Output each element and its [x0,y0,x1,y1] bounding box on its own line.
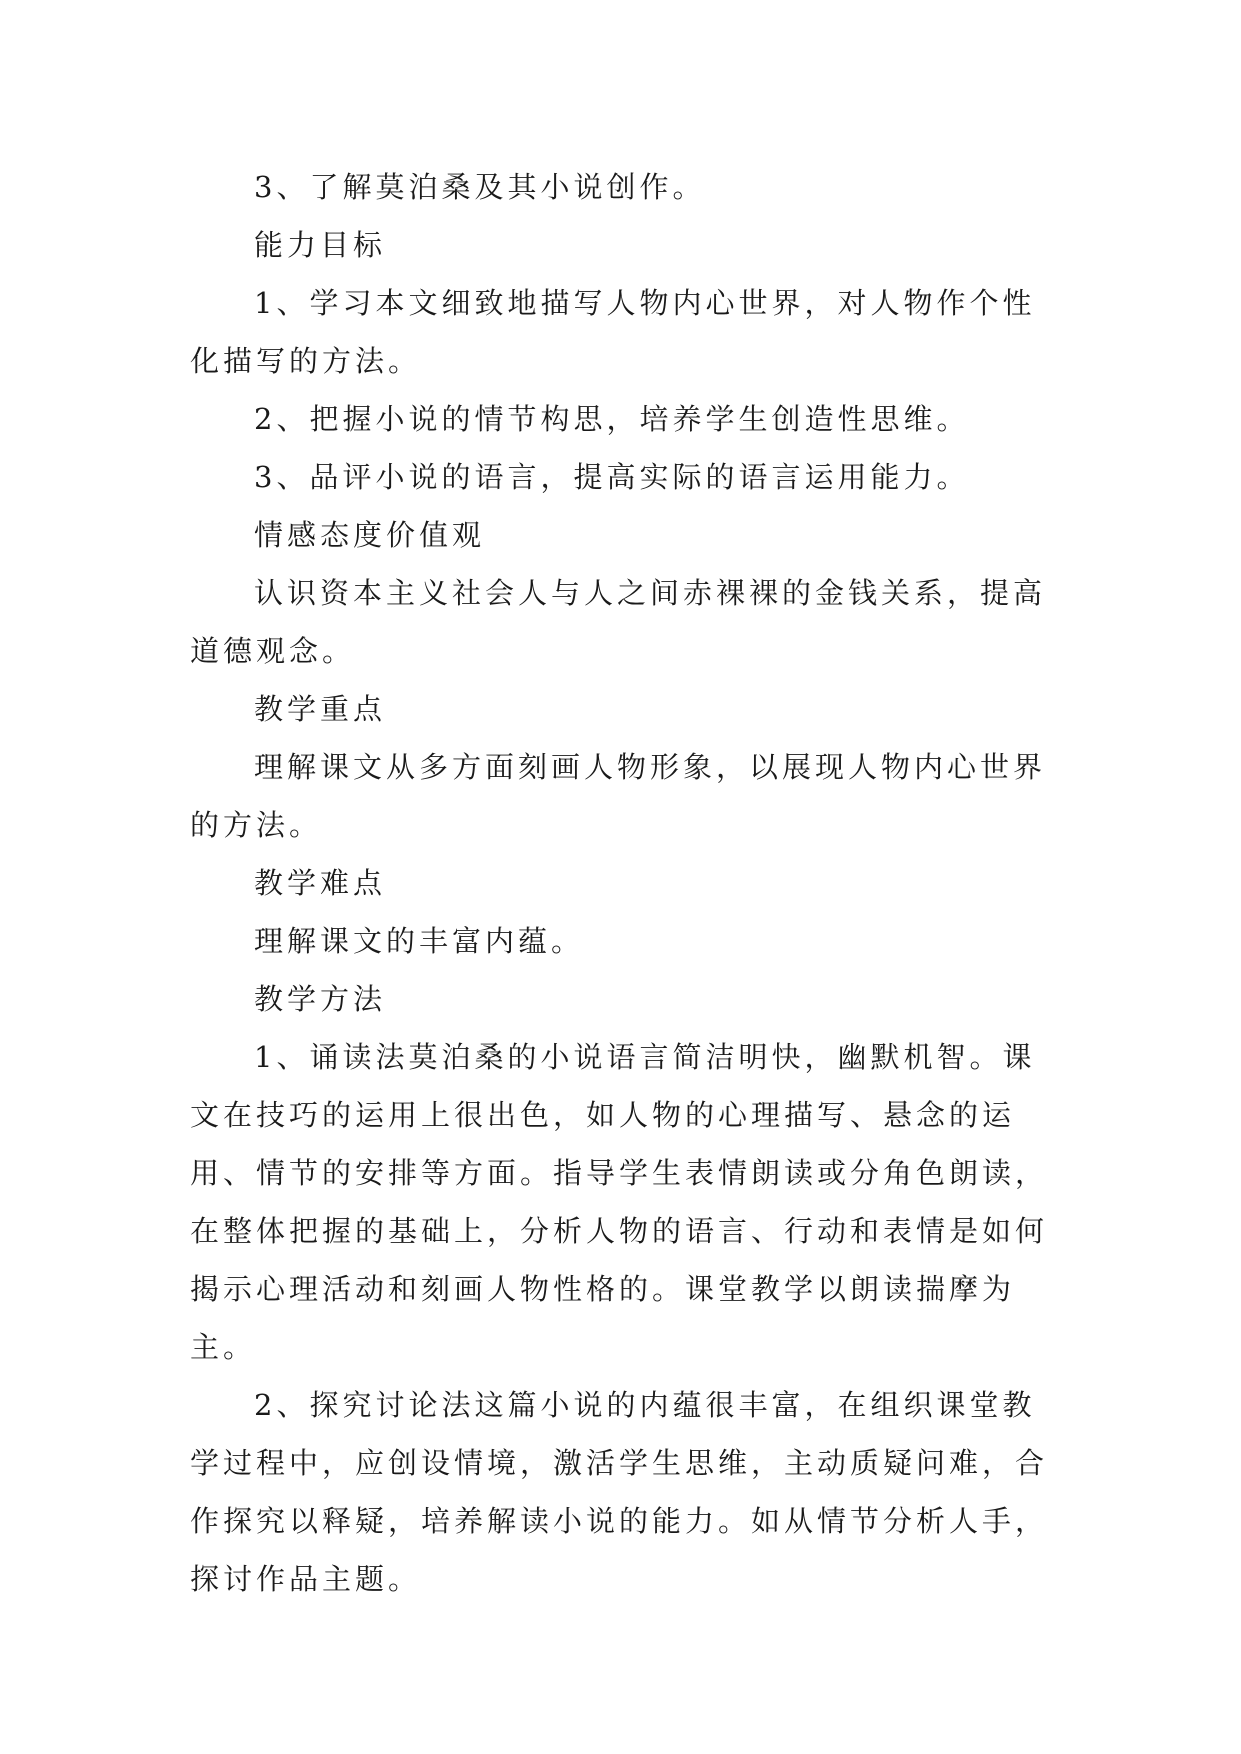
heading-teaching-focus: 教学重点 [254,692,387,726]
heading-teaching-methods: 教学方法 [254,982,387,1016]
paragraph-emotion-values: 认识资本主义社会人与人之间赤裸裸的金钱关系，提高道德观念。 [190,576,1047,668]
paragraph-ability-3: 3、品评小说的语言，提高实际的语言运用能力。 [254,460,970,494]
paragraph-ability-2: 2、把握小说的情节构思，培养学生创造性思维。 [254,402,970,436]
heading-ability-goals: 能力目标 [254,228,387,262]
document-body [190,158,1050,1608]
paragraph-ability-1: 1、学习本文细致地描写人物内心世界，对人物作个性化描写的方法。 [190,286,1036,378]
paragraph-teaching-focus: 理解课文从多方面刻画人物形象，以展现人物内心世界的方法。 [190,750,1047,842]
heading-emotion-values: 情感态度价值观 [254,518,486,552]
paragraph-method-2: 2、探究讨论法这篇小说的内蕴很丰富，在组织课堂教学过程中，应创设情境，激活学生思维，主动质疑问难，合作探究以释疑，培养解读小说的能力。如从情节分析人手，探讨作品主题。 [190,1388,1049,1596]
paragraph-objective-3: 3、了解莫泊桑及其小说创作。 [254,170,706,204]
paragraph-method-1: 1、诵读法莫泊桑的小说语言简洁明快，幽默机智。课文在技巧的运用上很出色，如人物的心理描写、悬念的运用、情节的安排等方面。指导学生表情朗读或分角色朗读，在整体把握的基础上，分析人物的语言、行动和表情是如何揭示心理活动和刻画人物性格的。课堂教学以朗读揣摩为主。 [190,1040,1049,1364]
paragraph-teaching-difficulty: 理解课文的丰富内蕴。 [254,924,585,958]
heading-teaching-difficulty: 教学难点 [254,866,387,900]
